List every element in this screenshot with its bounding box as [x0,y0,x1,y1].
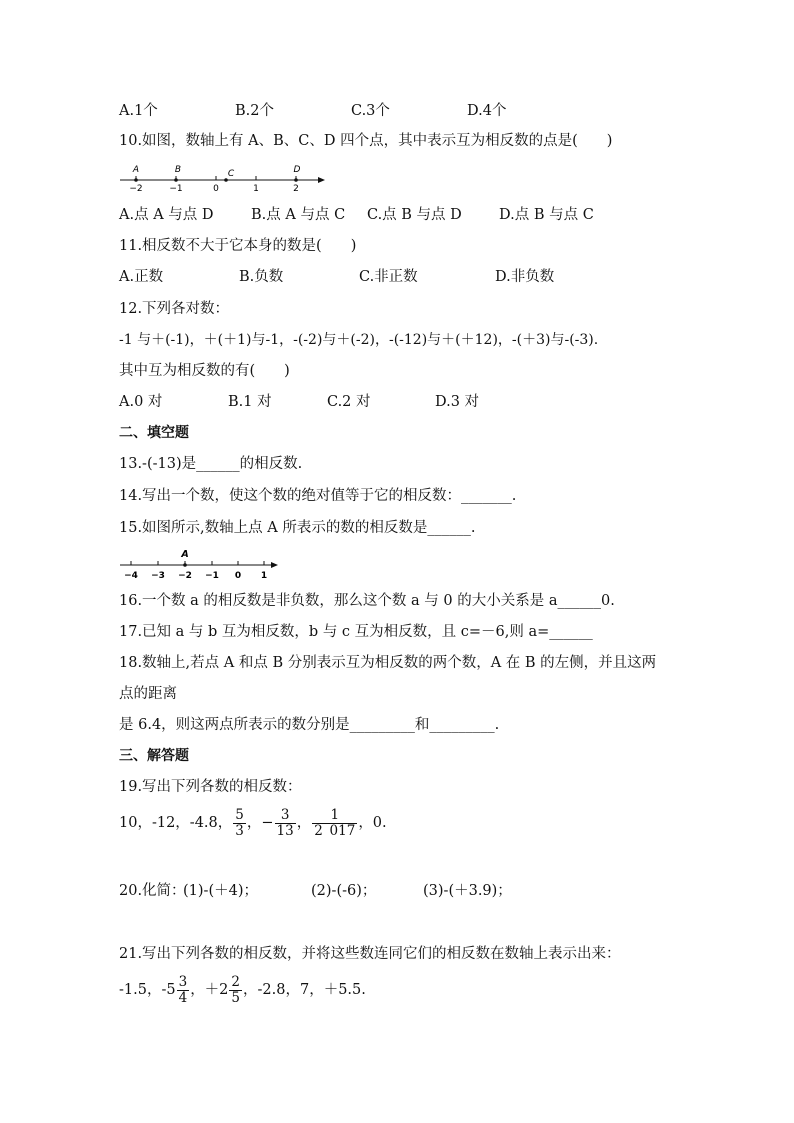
q11-option-c: C.非正数 [359,269,418,285]
q19-suffix: ，0. [358,815,387,831]
q15-point-a-label: A [181,549,189,560]
q19-fraction-1-2017: $\frac{1}{2 017}$ [314,806,356,839]
q10-options [119,205,679,225]
q15-tick-label: 1 [260,571,268,581]
q15-ticks [131,561,264,565]
q21-stem: 21.写出下列各数的相反数，并将这些数连同它们的相反数在数轴上表示出来： [119,946,621,962]
q20-part-3: (3)-(＋3.9)； [423,883,512,899]
q10-tick-label: 0 [213,184,219,194]
q12-option-c: C.2 对 [327,394,371,410]
q11-option-a: A.正数 [119,269,164,285]
q19-fraction-5-3: $\frac{5}{3}$ [235,806,244,839]
q12-stem: 12.下列各对数： [119,301,230,317]
q19-prefix: 10，-12，-4.8， [119,815,233,831]
q9-option-b: B.2个 [235,103,274,119]
q20-stem: 20.化简： [119,883,186,899]
q18-line-2: 点的距离 [119,686,177,702]
q10-point-d-label: D [293,165,301,175]
q12-ask: 其中互为相反数的有( ) [119,363,290,379]
q10-point-c-label: C [227,169,235,179]
section-fill-in-heading: 二、填空题 [119,425,189,441]
q9-option-a: A.1个 [119,103,158,119]
q11-option-d: D.非负数 [495,269,555,285]
q15-tick-label: −1 [205,571,219,581]
q10-number-line [118,160,328,194]
q14-text: 14.写出一个数，使这个数的绝对值等于它的相反数：_______. [119,488,517,504]
q11-option-b: B.负数 [239,269,284,285]
q11-options [119,267,679,287]
q15-point-a-dot [183,563,187,567]
q12-option-d: D.3 对 [435,394,480,410]
q15-tick-label: −4 [124,571,138,581]
q12-option-b: B.1 对 [228,394,272,410]
q20-part-2: (2)-(-6)； [311,883,377,899]
q15-number-line [118,547,283,581]
q10-point-a-dot [134,178,138,182]
q12-options [119,392,679,412]
q12-pairs: -1 与＋(-1)，＋(＋1)与-1，-(-2)与＋(-2)，-(-12)与＋(＋12)，-(＋3)与-(-3). [119,332,599,348]
q12-option-a: A.0 对 [119,394,163,410]
q13-text: 13.-(-13)是______的相反数. [119,456,303,472]
q10-point-d-dot [294,178,298,182]
q19-fraction-3-13: $\frac{3}{13}$ [276,806,294,839]
q10-option-a: A.点 A 与点 D [119,207,214,223]
q10-stem: 10.如图，数轴上有 A、B、C、D 四个点，其中表示互为相反数的点是( ) [119,133,613,149]
q10-ticks [136,176,296,180]
q11-stem: 11.相反数不大于它本身的数是( ) [119,238,357,254]
q10-point-b-dot [174,178,178,182]
section-solve-heading: 三、解答题 [119,748,189,764]
q10-option-d: D.点 B 与点 C [499,207,594,223]
q21-numbers: -1.5，-5 $\frac{3}{4}$ ，＋2 $\frac{2}{5}$ ，-2.8，7，＋5.5. [119,973,366,1006]
q19-stem: 19.写出下列各数的相反数： [119,779,302,795]
q9-options [119,101,679,121]
q15-tick-label: −2 [178,571,192,581]
q10-tick-label: 1 [253,184,259,194]
q10-tick-label: 2 [293,184,299,194]
q20-line [119,881,679,901]
q16-text: 16.一个数 a 的相反数是非负数，那么这个数 a 与 0 的大小关系是 a______0. [119,593,615,609]
q15-stem: 15.如图所示,数轴上点 A 所表示的数的相反数是______. [119,520,476,536]
q18-line-1: 18.数轴上,若点 A 和点 B 分别表示互为相反数的两个数，A 在 B 的左侧，并且这两 [119,655,657,671]
q15-tick-label: −3 [151,571,165,581]
q10-option-b: B.点 A 与点 C [251,207,346,223]
q21-fraction-2-5: $\frac{2}{5}$ [231,973,241,1006]
q18-line-3: 是 6.4，则这两点所表示的数分别是_________和_________. [119,717,500,733]
q21-fraction-3-4: $\frac{3}{4}$ [178,973,188,1006]
q17-text: 17.已知 a 与 b 互为相反数，b 与 c 互为相反数，且 c=－6,则 a=______ [119,624,593,640]
q9-option-d: D.4个 [467,103,507,119]
q10-tick-label: −1 [169,184,183,194]
q10-point-b-label: B [174,165,182,175]
q9-option-c: C.3个 [351,103,390,119]
q20-part-1: (1)-(＋4)； [183,883,258,899]
q19-numbers: 10，-12，-4.8， $\frac{5}{3}$ ，− $\frac{3}{13}$ ， $\frac{1}{2 017}$ ，0. [119,806,387,839]
q10-option-c: C.点 B 与点 D [367,207,462,223]
q10-tick-label: −2 [129,184,143,194]
q10-point-a-label: A [132,165,140,175]
q15-tick-label: 0 [234,571,242,581]
